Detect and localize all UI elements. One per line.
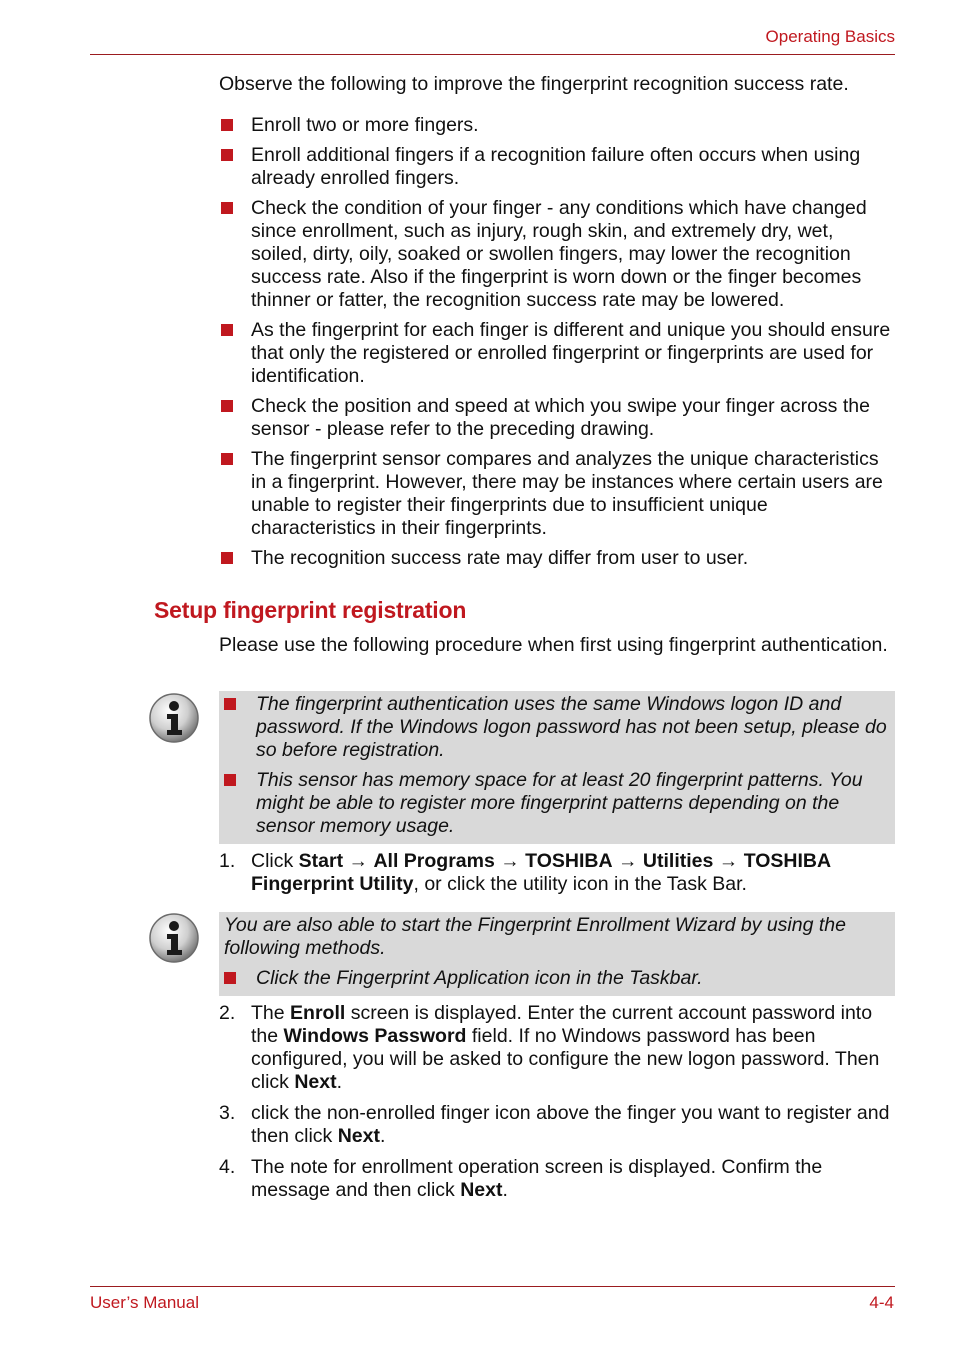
info-icon bbox=[148, 692, 200, 744]
note-intro: You are also able to start the Fingerprint Enrollment Wizard by using the following methods. bbox=[224, 914, 846, 959]
bullet-square-icon bbox=[224, 972, 236, 984]
info-icon bbox=[148, 912, 200, 964]
list-item: The fingerprint sensor compares and analyzes the unique characteristics in a fingerprint. However, there may be instances where certain users are unable to register their fingerprints due to insufficient unique characteristics in their fingerprints. bbox=[219, 448, 895, 540]
list-item: Check the position and speed at which you swipe your finger across the sensor - please refer to the preceding drawing. bbox=[219, 395, 895, 441]
section-intro: Please use the following procedure when first using fingerprint authentication. bbox=[219, 634, 888, 656]
bullet-square-icon bbox=[221, 453, 233, 465]
intro-paragraph: Observe the following to improve the fingerprint recognition success rate. bbox=[219, 73, 849, 95]
list-item: 3. click the non-enrolled finger icon above the finger you want to register and then click Next. bbox=[219, 1102, 890, 1147]
note-box bbox=[219, 691, 895, 844]
page-number: 4-4 bbox=[869, 1293, 894, 1312]
bullet-square-icon bbox=[221, 400, 233, 412]
list-item: As the fingerprint for each finger is different and unique you should ensure that only the registered or enrolled fingerprint or fingerprints are used for identification. bbox=[219, 319, 895, 388]
bullet-square-icon bbox=[221, 119, 233, 131]
footer-title: User’s Manual bbox=[90, 1293, 199, 1312]
note-box bbox=[219, 912, 895, 996]
section-heading: Setup fingerprint registration bbox=[154, 597, 467, 623]
bullet-square-icon bbox=[224, 774, 236, 786]
bullet-square-icon bbox=[221, 324, 233, 336]
list-item: The recognition success rate may differ from user to user. bbox=[219, 547, 895, 570]
list-item: 1. Click Start → All Programs → TOSHIBA → Utilities → TOSHIBA Fingerprint Utility, or click the utility icon in the Task Bar. bbox=[219, 850, 831, 895]
bullet-square-icon bbox=[221, 552, 233, 564]
list-item: Click the Fingerprint Application icon in the Taskbar. bbox=[219, 967, 895, 990]
list-item: Check the condition of your finger - any conditions which have changed since enrollment, such as injury, rough skin, and extremely dry, wet, soiled, dirty, oily, soaked or swollen fingers, may lower the recognition success rate. Also if the fingerprint is worn down or the finger becomes thinner or fatter, the recognition success rate may be lowered. bbox=[219, 197, 895, 312]
list-item: The fingerprint authentication uses the same Windows logon ID and password. If the Windows logon password has not been setup, please do so before registration. bbox=[219, 693, 895, 762]
footer-rule bbox=[90, 1286, 895, 1287]
running-header: Operating Basics bbox=[765, 27, 895, 46]
bullet-square-icon bbox=[224, 698, 236, 710]
steps-list-a bbox=[219, 850, 895, 904]
tips-list bbox=[219, 114, 895, 577]
header-rule bbox=[90, 54, 895, 55]
bullet-square-icon bbox=[221, 149, 233, 161]
list-item: 2. The Enroll screen is displayed. Enter the current account password into the Windows Password field. If no Windows password has been configured, you will be asked to configure the new logon password. Then click Next. bbox=[219, 1002, 880, 1093]
list-item: Enroll additional fingers if a recognition failure often occurs when using already enrolled fingers. bbox=[219, 144, 895, 190]
list-item: 4. The note for enrollment operation screen is displayed. Confirm the message and then click Next. bbox=[219, 1156, 823, 1201]
bullet-square-icon bbox=[221, 202, 233, 214]
steps-list-b bbox=[219, 1002, 895, 1210]
list-item: This sensor has memory space for at least 20 fingerprint patterns. You might be able to register more fingerprint patterns depending on the sensor memory usage. bbox=[219, 769, 895, 838]
list-item: Enroll two or more fingers. bbox=[219, 114, 895, 137]
